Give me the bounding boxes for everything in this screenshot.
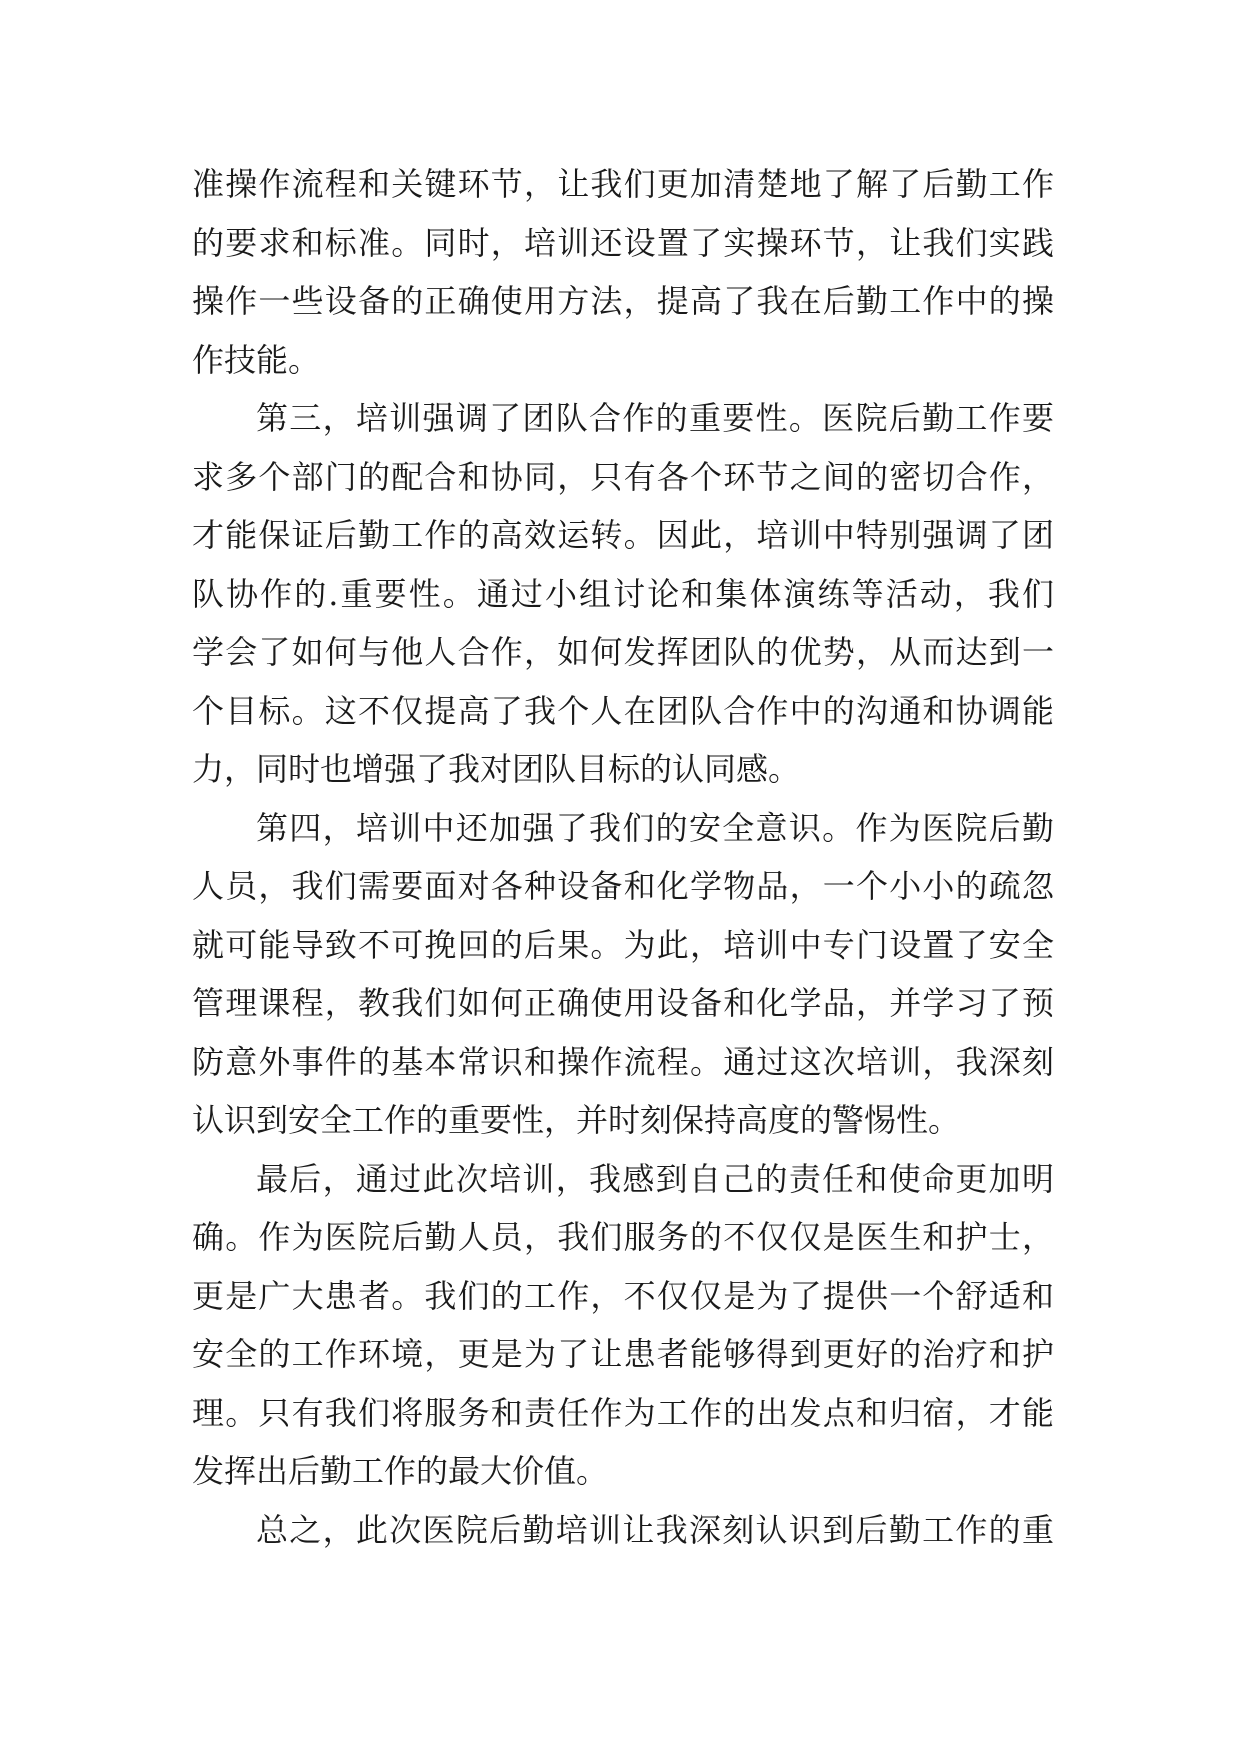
text-line: 第四，培训中还加强了我们的安全意识。作为医院后勤 [256,808,1054,847]
text-line: 准操作流程和关键环节，让我们更加清楚地了解了后勤工作 [192,165,1054,203]
text-line: 的要求和标准。同时，培训还设置了实操环节，让我们实践 [192,223,1054,262]
text-line: 认识到安全工作的重要性，并时刻保持高度的警惕性。 [192,1101,961,1139]
text-line: 发挥出后勤工作的最大价值。 [192,1452,609,1490]
text-line: 学会了如何与他人合作，如何发挥团队的优势，从而达到一 [192,633,1054,671]
text-line: 最后，通过此次培训，我感到自己的责任和使命更加明 [256,1159,1054,1198]
paragraph [192,389,1054,799]
paragraph [192,1150,1054,1501]
text-line: 更是广大患者。我们的工作，不仅仅是为了提供一个舒适和 [192,1276,1054,1315]
paragraph [192,155,1054,389]
text-line: 理。只有我们将服务和责任作为工作的出发点和归宿，才能 [192,1393,1054,1432]
text-line: 安全的工作环境，更是为了让患者能够得到更好的治疗和护 [192,1335,1054,1373]
text-line: 作技能。 [192,340,321,379]
text-line: 管理课程，教我们如何正确使用设备和化学品，并学习了预 [192,984,1054,1022]
text-line: 才能保证后勤工作的高效运转。因此，培训中特别强调了团 [192,516,1054,554]
text-line: 个目标。这不仅提高了我个人在团队合作中的沟通和协调能 [192,691,1054,730]
document-body [192,155,1054,1559]
paragraph [192,1501,1054,1560]
paragraph [192,799,1054,1150]
text-line: 求多个部门的配合和协同，只有各个环节之间的密切合作， [192,457,1054,496]
text-line: 操作一些设备的正确使用方法，提高了我在后勤工作中的操 [192,282,1054,320]
text-line: 队协作的.重要性。通过小组讨论和集体演练等活动，我们 [192,574,1054,613]
text-line: 就可能导致不可挽回的后果。为此，培训中专门设置了安全 [192,925,1054,964]
text-line: 人员，我们需要面对各种设备和化学物品，一个小小的疏忽 [192,867,1054,905]
text-line: 防意外事件的基本常识和操作流程。通过这次培训，我深刻 [192,1042,1054,1081]
text-line: 总之，此次医院后勤培训让我深刻认识到后勤工作的重 [256,1510,1054,1549]
text-line: 确。作为医院后勤人员，我们服务的不仅仅是医生和护士， [192,1218,1054,1256]
text-line: 力，同时也增强了我对团队目标的认同感。 [192,750,801,788]
text-line: 第三，培训强调了团队合作的重要性。医院后勤工作要 [256,399,1054,437]
